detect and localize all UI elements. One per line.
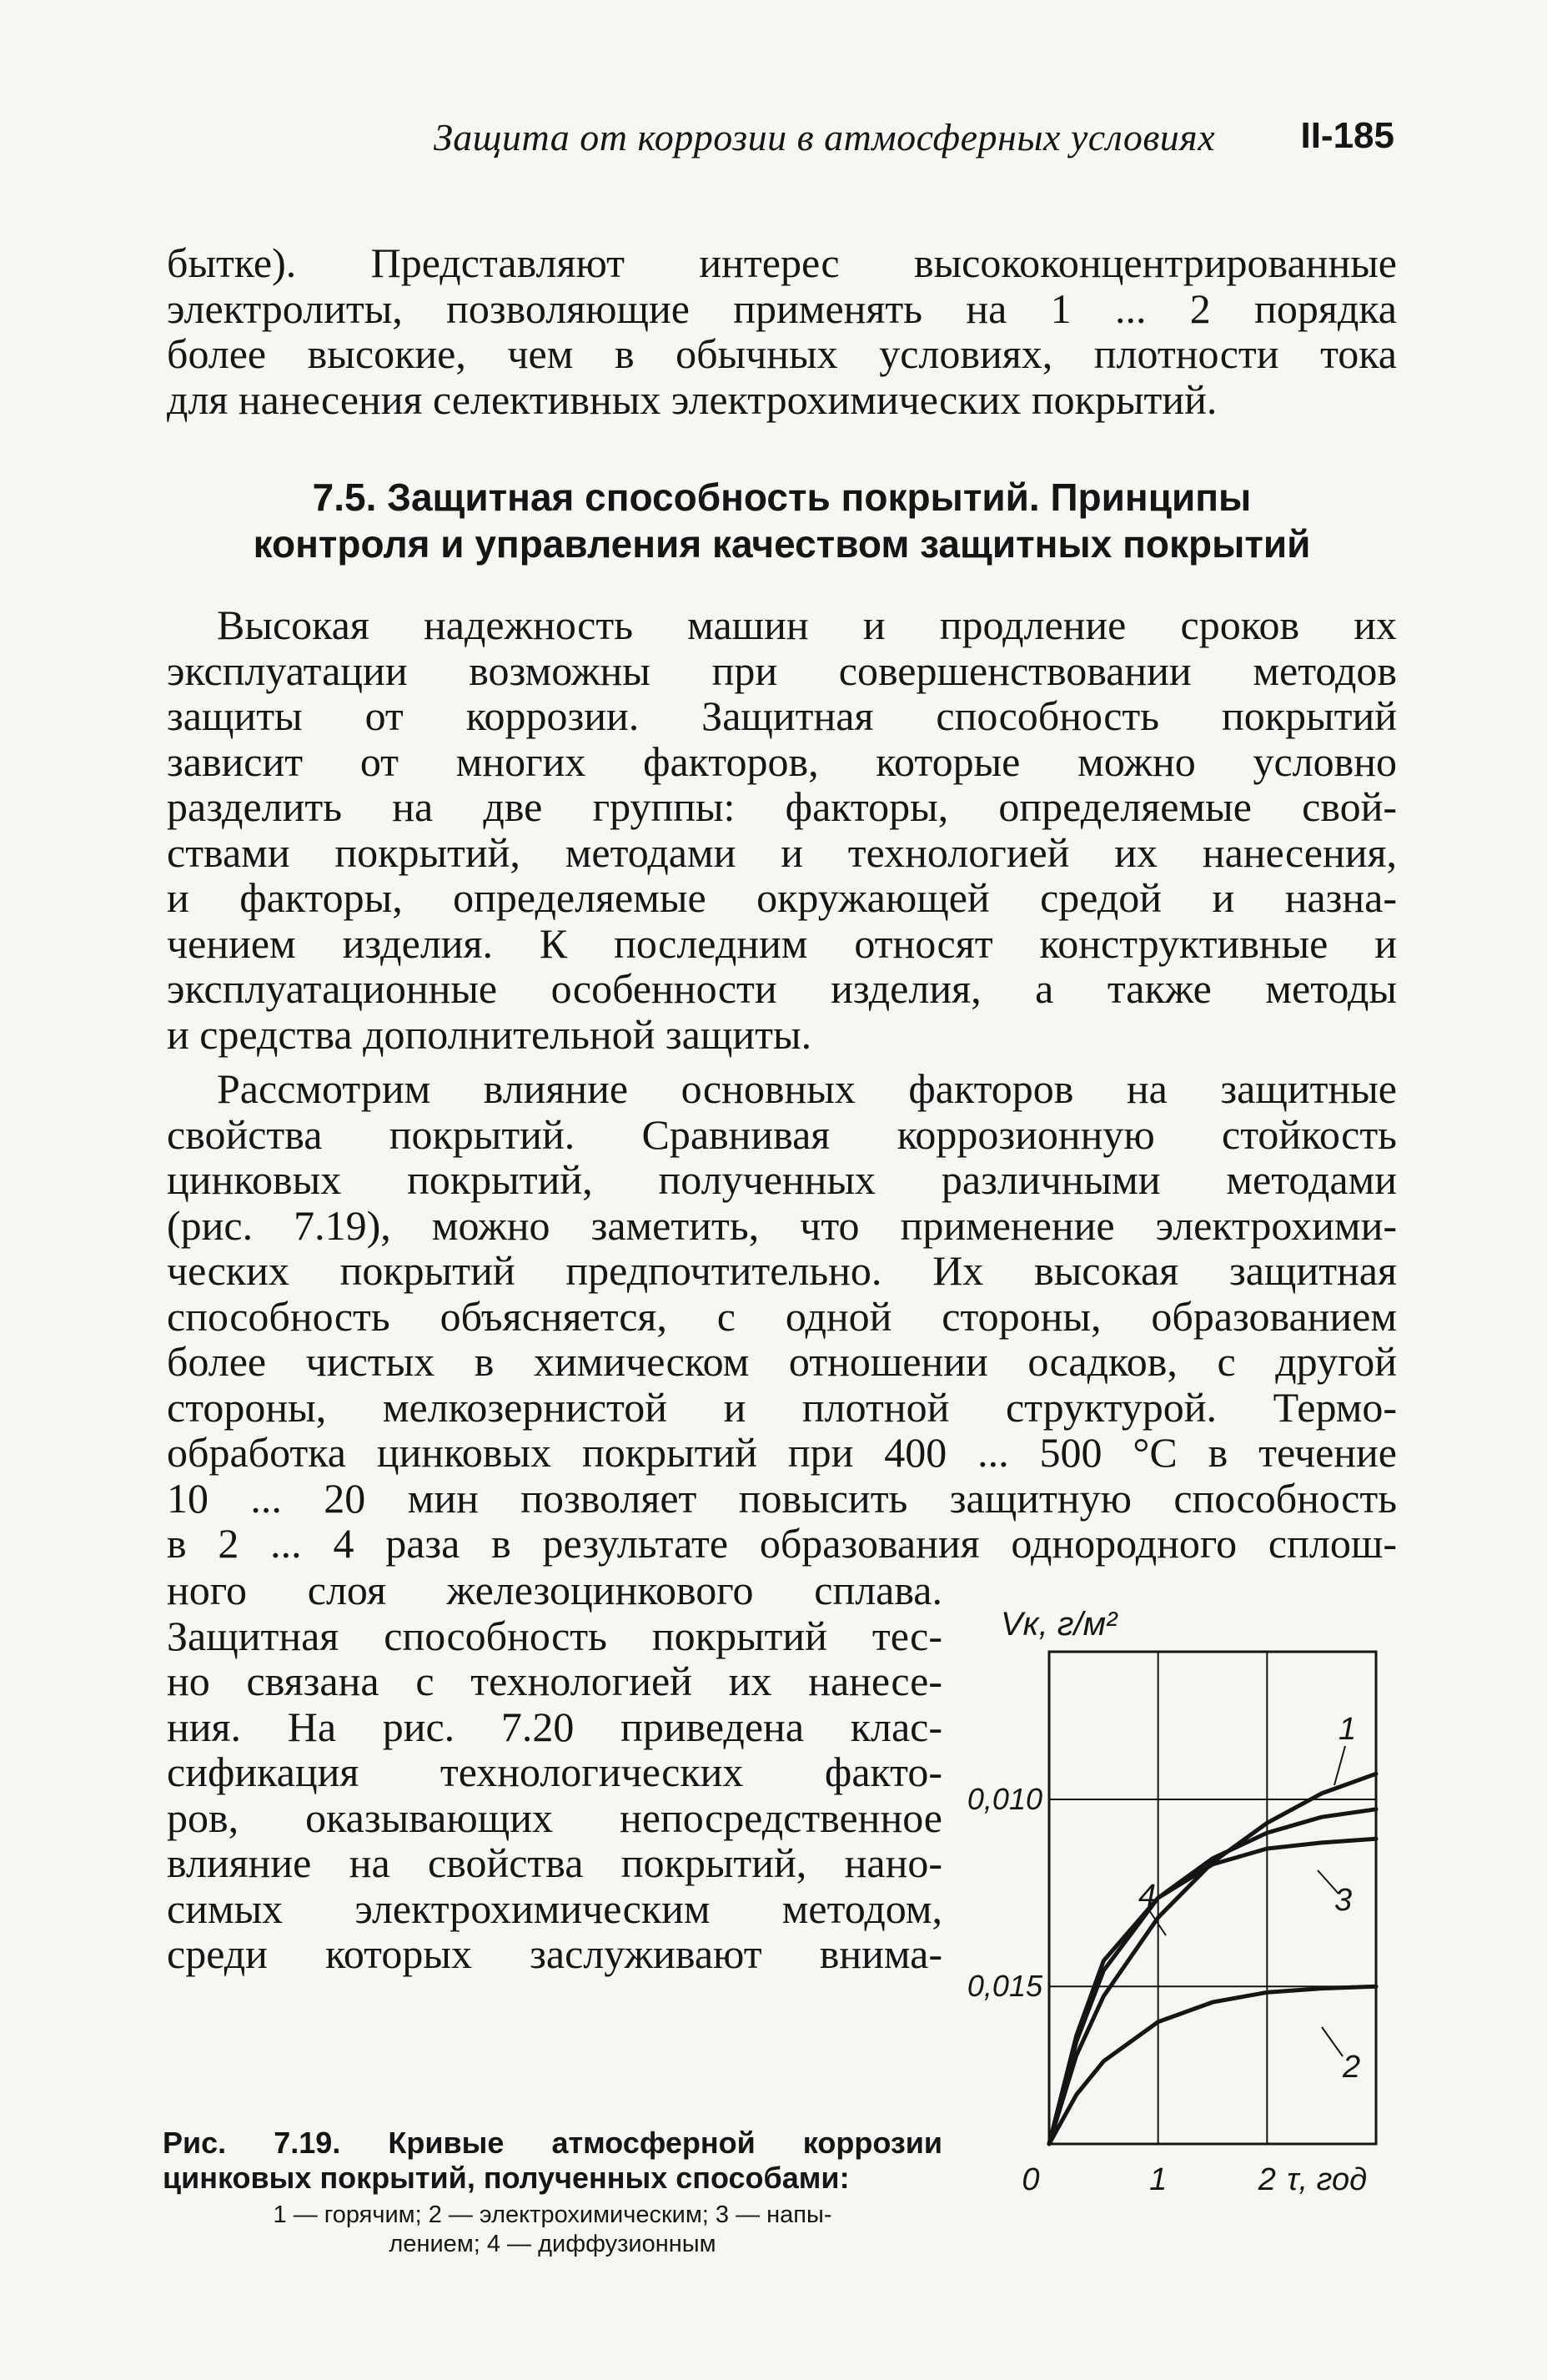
curve-label-leader	[1334, 1746, 1345, 1785]
text-line: симых электрохимическим методом,	[167, 1884, 942, 1932]
y-tick-label: 0,015	[967, 1969, 1042, 2004]
text-line: способность объясняется, с одной стороны, образованием	[167, 1292, 1397, 1340]
x-tick-label: 0	[1022, 2162, 1040, 2194]
text-line: (рис. 7.19), можно заметить, что применение электрохими-	[167, 1201, 1397, 1249]
caption-title	[163, 2126, 942, 2196]
text-line: ческих покрытий предпочтительно. Их высокая защитная	[167, 1247, 1397, 1294]
text-line: зависит от многих факторов, которые можно условно	[167, 737, 1397, 785]
text-line: ров, оказывающих непосредственное	[167, 1794, 942, 1841]
text-line: бытке). Представляют интерес высококонцентрированные	[167, 239, 1397, 286]
paragraph-wrap-column	[167, 1567, 942, 1977]
x-axis-label: τ, год	[1287, 2162, 1368, 2194]
text-line: влияние на свойства покрытий, нано-	[167, 1839, 942, 1886]
text-line: чением изделия. К последним относят конструктивные и	[167, 919, 1397, 967]
text-line: защиты от коррозии. Защитная способность покрытий	[167, 692, 1397, 739]
text-line: свойства покрытий. Сравнивая коррозионную стойкость	[167, 1110, 1397, 1158]
chart-curves	[1049, 1774, 1376, 2144]
y-axis-label: Vк, г/м²	[1001, 1606, 1118, 1643]
text-line: ного слоя железоцинкового сплава.	[167, 1567, 942, 1613]
text-line: Рассмотрим влияние основных факторов на защитные	[217, 1065, 1397, 1112]
curve-1	[1049, 1774, 1376, 2144]
text-line: электролиты, позволяющие применять на 1 ... 2 порядка	[167, 284, 1397, 332]
text-line: Высокая надежность машин и продление сроков их	[217, 601, 1397, 648]
text-line: но связана с технологией их нанесе-	[167, 1658, 942, 1704]
text-line: для нанесения селективных электрохимических покрытий.	[167, 375, 1218, 423]
page-number: II-185	[1300, 115, 1394, 156]
paragraph-reliability	[167, 602, 1397, 1057]
corrosion-chart	[942, 1577, 1409, 2194]
text-line: сификация технологических факто-	[167, 1749, 942, 1795]
text-line: и факторы, определяемые окружающей средой и назна-	[167, 874, 1397, 921]
text-line: цинковых покрытий, полученных различными методами	[167, 1156, 1397, 1203]
figure-caption	[163, 2126, 942, 2259]
text-line: эксплуатационные особенности изделия, а также методы	[167, 965, 1397, 1012]
text-line: эксплуатации возможны при совершенствовании методов	[167, 647, 1397, 694]
curve-label-4: 4	[1138, 1879, 1157, 1914]
text-line: разделить на две группы: факторы, определяемые свой-	[167, 783, 1397, 830]
text-line: ния. На рис. 7.20 приведена клас-	[167, 1703, 942, 1750]
x-tick-label: 2	[1258, 2162, 1276, 2194]
intro-paragraph	[167, 240, 1397, 422]
running-title: Защита от коррозии в атмосферных условиях	[434, 116, 1216, 158]
running-head	[167, 115, 1409, 165]
heading-line: контроля и управления качеством защитных покрытий	[253, 522, 1311, 566]
caption-line: цинковых покрытий, полученных способами:	[163, 2161, 850, 2195]
curve-3	[1049, 1839, 1376, 2144]
text-line: в 2 ... 4 раза в результате образования однородного сплош-	[167, 1520, 1397, 1567]
section-heading	[167, 474, 1397, 567]
text-line: среди которых заслуживают внима-	[167, 1930, 942, 1977]
figure-7-19	[942, 1577, 1409, 2194]
text-line: Защитная способность покрытий тес-	[167, 1612, 942, 1659]
paragraph-factors	[167, 1066, 1397, 1567]
curve-label-2: 2	[1343, 2050, 1361, 2085]
curve-4	[1049, 1809, 1376, 2144]
caption-legend	[163, 2201, 942, 2259]
text-line: стороны, мелкозернистой и плотной структурой. Термо-	[167, 1383, 1397, 1431]
text-line: обработка цинковых покрытий при 400 ... 500 °С в течение	[167, 1429, 1397, 1476]
text-line: более высокие, чем в обычных условиях, плотности тока	[167, 330, 1397, 377]
caption-line: Рис. 7.19. Кривые атмосферной коррозии	[163, 2126, 942, 2160]
legend-line: 1 — горячим; 2 — электрохимическим; 3 — напы-	[273, 2201, 832, 2228]
y-tick-label: 0,010	[967, 1782, 1042, 1816]
curve-label-1: 1	[1339, 1712, 1357, 1747]
curve-label-leader	[1322, 2027, 1343, 2056]
text-line: и средства дополнительной защиты.	[167, 1010, 812, 1058]
x-tick-label: 1	[1149, 2162, 1168, 2194]
text-line: 10 ... 20 мин позволяет повысить защитную способность	[167, 1474, 1397, 1522]
text-line: ствами покрытий, методами и технологией их нанесения,	[167, 828, 1397, 876]
text-line: более чистых в химическом отношении осадков, с другой	[167, 1338, 1397, 1385]
heading-line: 7.5. Защитная способность покрытий. Принципы	[312, 475, 1252, 519]
legend-line: лением; 4 — диффузионным	[389, 2231, 716, 2257]
curve-label-3: 3	[1334, 1883, 1353, 1918]
chart-curve-labels	[1138, 1712, 1360, 2085]
